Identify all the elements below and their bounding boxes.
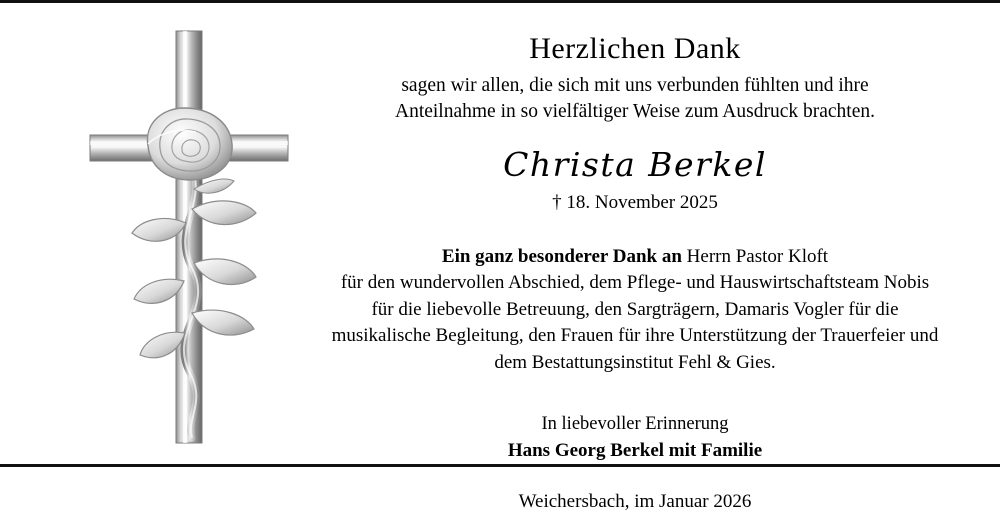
place-date: Weichersbach, im Januar 2026 [518, 490, 752, 512]
thanks-line-4: dem Bestattungsinstitut Fehl & Gies. [494, 351, 776, 373]
intro-line-1: sagen wir allen, die sich mit uns verbunden fühlten und ihre [401, 75, 869, 96]
thanks-lead-rest: Herrn Pastor Kloft [681, 245, 829, 267]
thanks-line-1: für den wundervollen Abschied, dem Pflege- und Hauswirtschaftsteam Nobis [340, 272, 930, 294]
memory-line: In liebevoller Erinnerung [541, 413, 729, 434]
thanks-lead-bold: Ein ganz besonderer Dank an [441, 245, 682, 267]
thanks-line-3: musikalische Begleitung, den Frauen für ihre Unterstützung der Trauerfeier und [331, 325, 939, 347]
memory-block [285, 411, 985, 465]
thanks-lead-line [285, 244, 985, 271]
intro-text [315, 73, 955, 126]
thanks-block [285, 244, 985, 377]
page-title: Herzlichen Dank [529, 32, 741, 65]
family-line: Hans Georg Berkel mit Familie [507, 440, 763, 462]
thanks-line-2: für die liebevolle Betreuung, den Sargträgern, Damaris Vogler für die [371, 298, 899, 320]
obituary-text [285, 23, 985, 512]
intro-line-2: Anteilnahme in so vielfältiger Weise zum Ausdruck brachten. [394, 101, 876, 123]
death-date: † 18. November 2025 [552, 191, 718, 213]
deceased-name: Christa Berkel [503, 144, 767, 184]
